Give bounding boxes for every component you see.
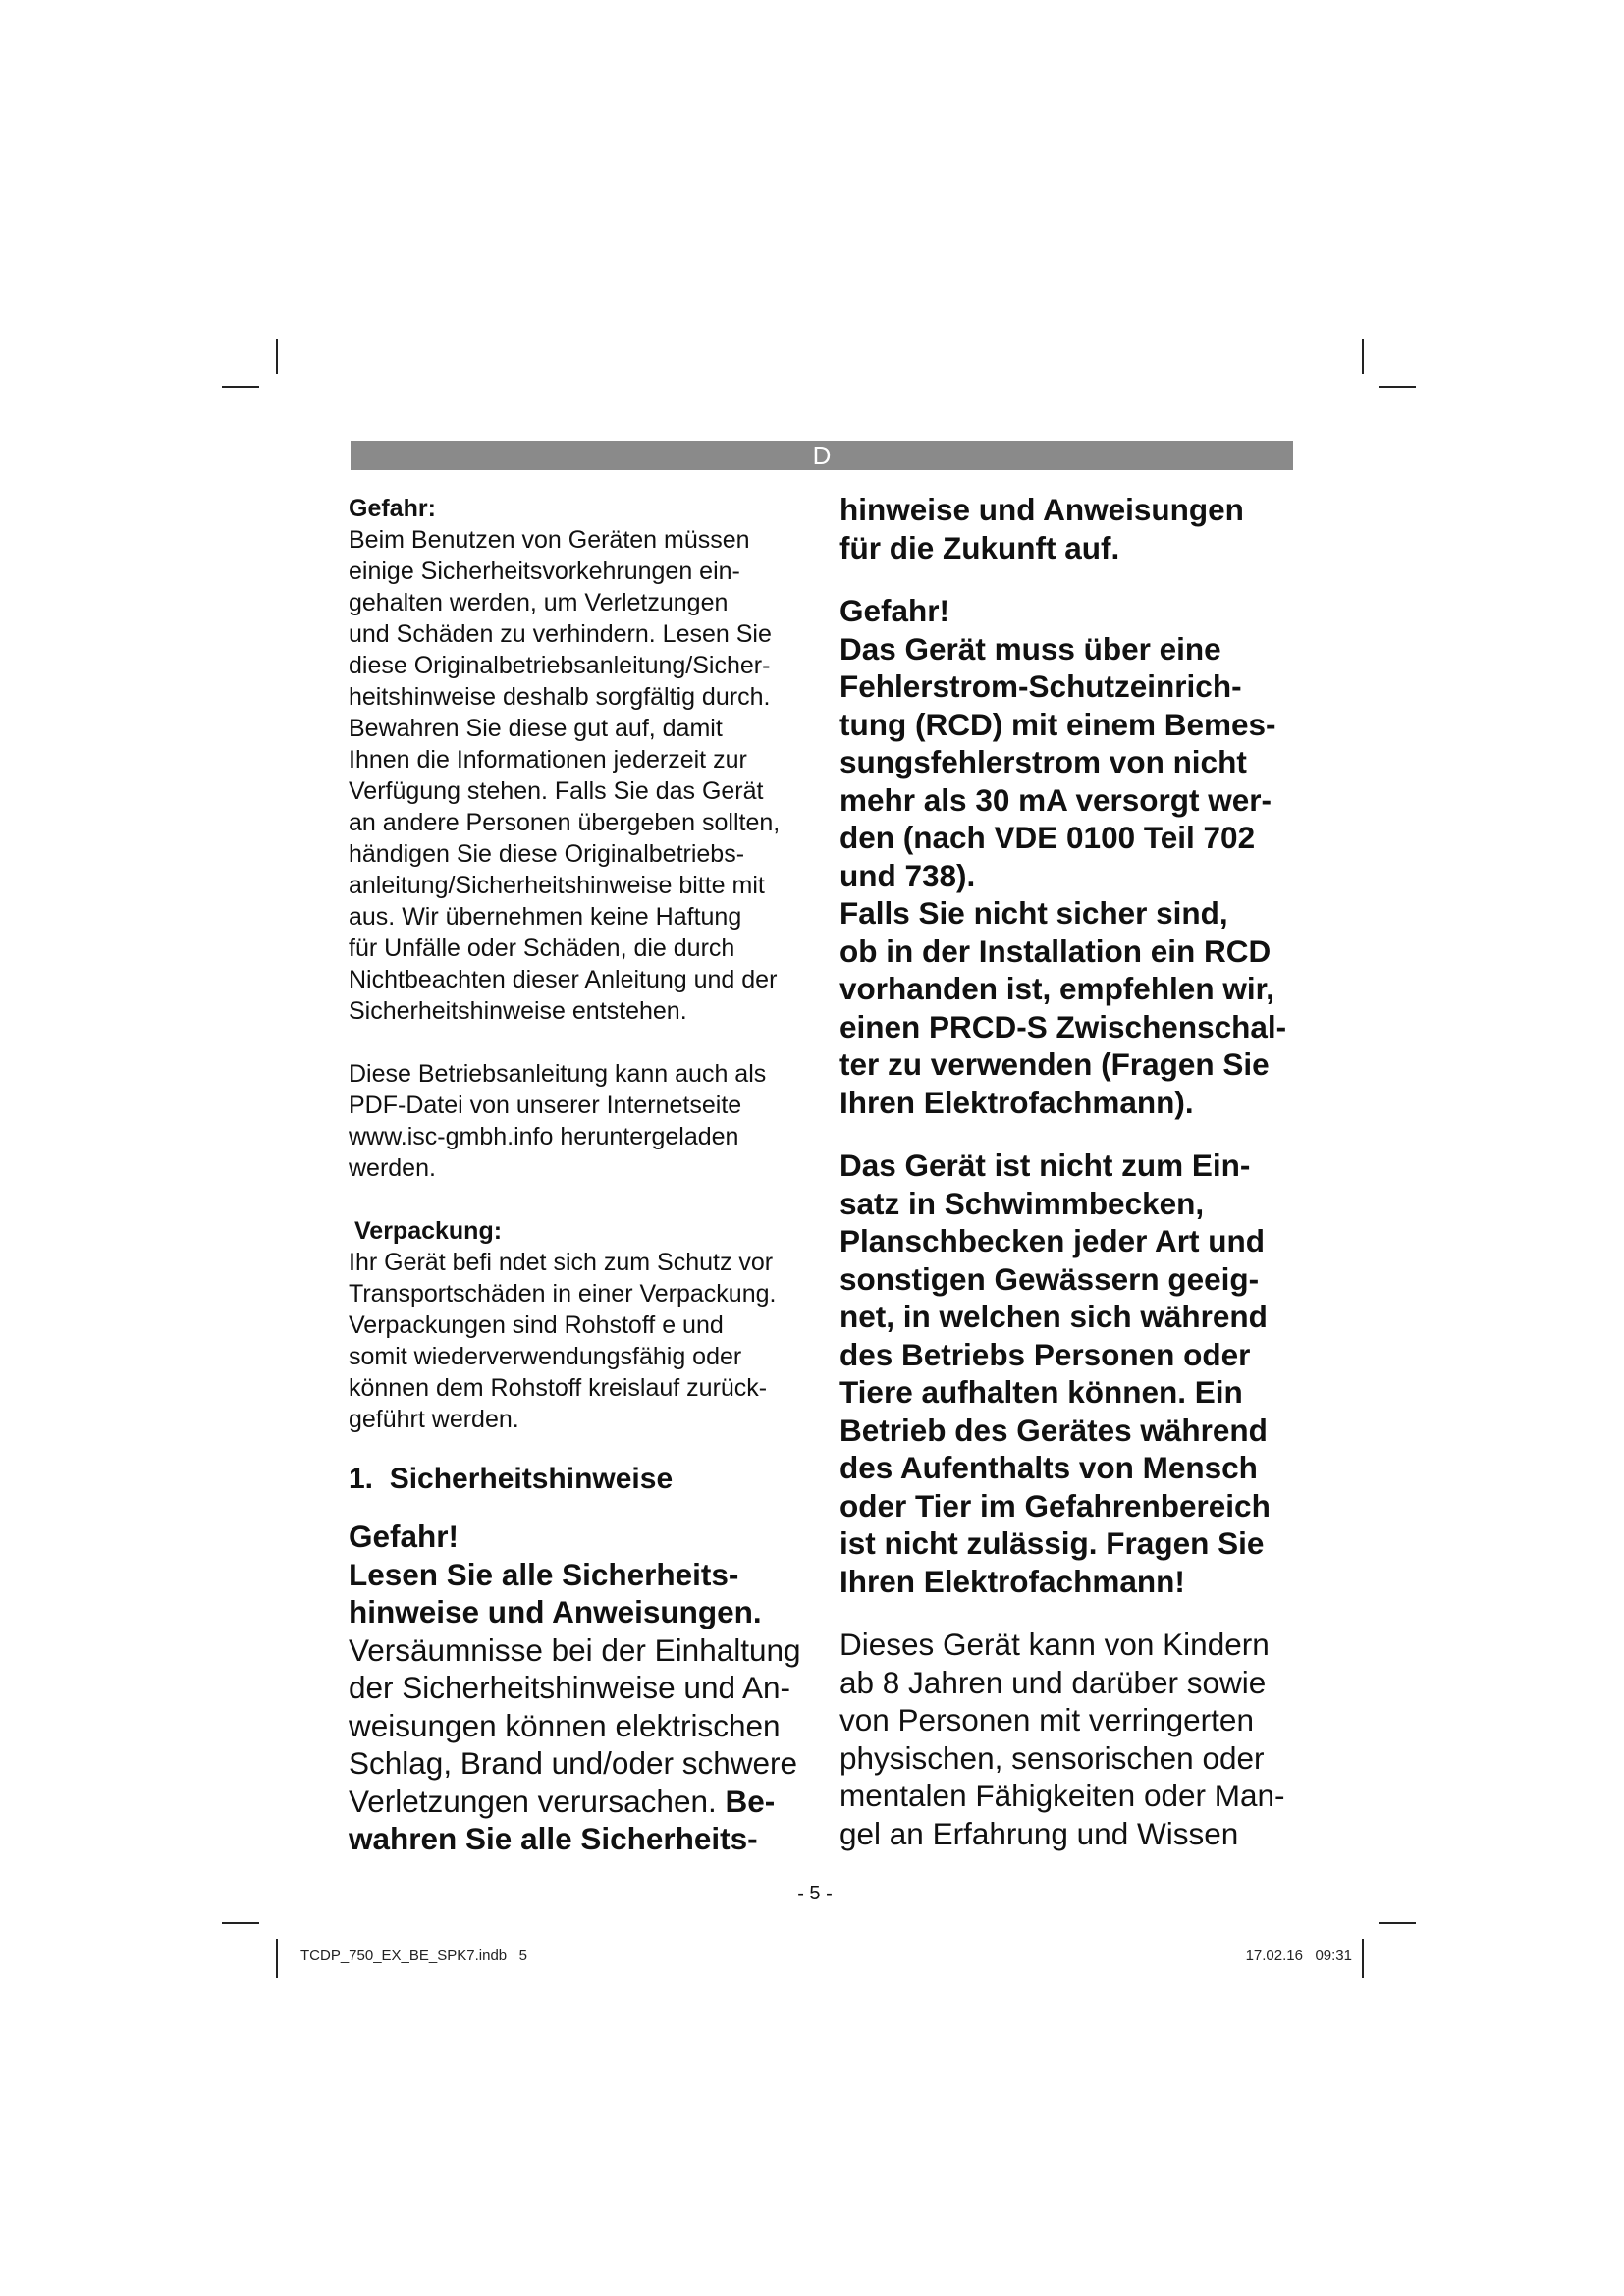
file-name: TCDP_750_EX_BE_SPK7.indb 5 xyxy=(300,1948,527,1964)
crop-mark xyxy=(222,1922,259,1924)
pdf-download-paragraph: Diese Betriebsanleitung kann auch als PDF-Datei von unserer Internetseite www.isc-gmbh.info heruntergeladen werden. xyxy=(349,1060,767,1182)
pool-warning: Das Gerät ist nicht zum Ein- satz in Schwimmbecken, Planschbecken jeder Art und sonstigen Gewässern geeig- net, in welchen sich während des Betriebs Personen oder Tiere aufhalten können. Ein Betrieb des Gerätes während des Aufenthalts von Mensch oder Tier im Gefahrenbereich ist nicht zulässig. Fragen Sie Ihren Elektrofachmann! xyxy=(839,1148,1271,1599)
crop-mark xyxy=(276,1939,278,1978)
print-timestamp: 17.02.16 09:31 xyxy=(1245,1948,1352,1964)
danger-paragraph: Beim Benutzen von Geräten müssen einige Sicherheitsvorkehrungen ein- gehalten werden, um Verletzungen und Schäden zu verhindern. Lesen Sie diese Originalbetriebsanleitung/Sicher- heitshinweise deshalb sorgfältig durch. Bewahren Sie diese gut auf, damit Ihnen die Informationen jederzeit zur Verfügung stehen. Falls Sie das Gerät an andere Personen übergeben sollten, händigen Sie diese Originalbetriebs- anleitung/Sicherheitshinweise bitte mit aus. Wir übernehmen keine Haftung für Unfälle oder Schäden, die durch Nichtbeachten dieser Anleitung und der Sicherheitshinweise entstehen. xyxy=(349,526,781,1025)
danger-heading: Gefahr! xyxy=(349,1519,460,1554)
language-header-bar xyxy=(351,441,1293,470)
crop-mark xyxy=(1362,1939,1364,1978)
crop-mark xyxy=(1362,339,1364,374)
crop-mark xyxy=(276,339,278,374)
safety-warning-block: Gefahr! Lesen Sie alle Sicherheits- hinweise und Anweisungen. Versäumnisse bei der Einhaltung der Sicherheitshinweise und An- weisungen können elektrischen Schlag, Brand und/oder schwere Verletzungen verursachen. Be- wahren Sie alle Sicherheits- xyxy=(349,1518,810,1858)
crop-mark xyxy=(1379,386,1416,388)
crop-mark xyxy=(222,386,259,388)
left-column xyxy=(349,493,810,1858)
packaging-paragraph: Ihr Gerät befi ndet sich zum Schutz vor Transportschäden in einer Verpackung. Verpackungen sind Rohstoff e und somit wiederverwendungsfähig oder können dem Rohstoff kreislauf zurück- geführt werden. xyxy=(349,1249,777,1433)
rcd-warning: Gefahr! Das Gerät muss über eine Fehlerstrom-Schutzeinrich- tung (RCD) mit einem Bemes- sungsfehlerstrom von nicht mehr als 30 mA versorgt wer- den (nach VDE 0100 Teil 702 und 738). Falls Sie nicht sicher sind, ob in der Installation ein RCD vorhanden ist, empfehlen wir, einen PRCD-S Zwischenschal- ter zu verwenden (Fragen Sie Ihren Elektrofachmann). xyxy=(839,593,1287,1120)
continuation-text: hinweise und Anweisungen für die Zukunft auf. xyxy=(839,492,1244,565)
section-heading: 1. Sicherheitshinweise xyxy=(349,1463,674,1495)
right-column xyxy=(839,491,1311,1852)
danger-heading: Gefahr: xyxy=(349,495,436,522)
crop-mark xyxy=(1379,1922,1416,1924)
packaging-heading: Verpackung: xyxy=(354,1217,503,1245)
language-tab: D xyxy=(812,441,832,470)
page-number: - 5 - xyxy=(797,1883,833,1904)
children-notice: Dieses Gerät kann von Kindern ab 8 Jahren und darüber sowie von Personen mit verringerten physischen, sensorischen oder mentalen Fähigkeiten oder Man- gel an Erfahrung und Wissen xyxy=(839,1627,1285,1851)
